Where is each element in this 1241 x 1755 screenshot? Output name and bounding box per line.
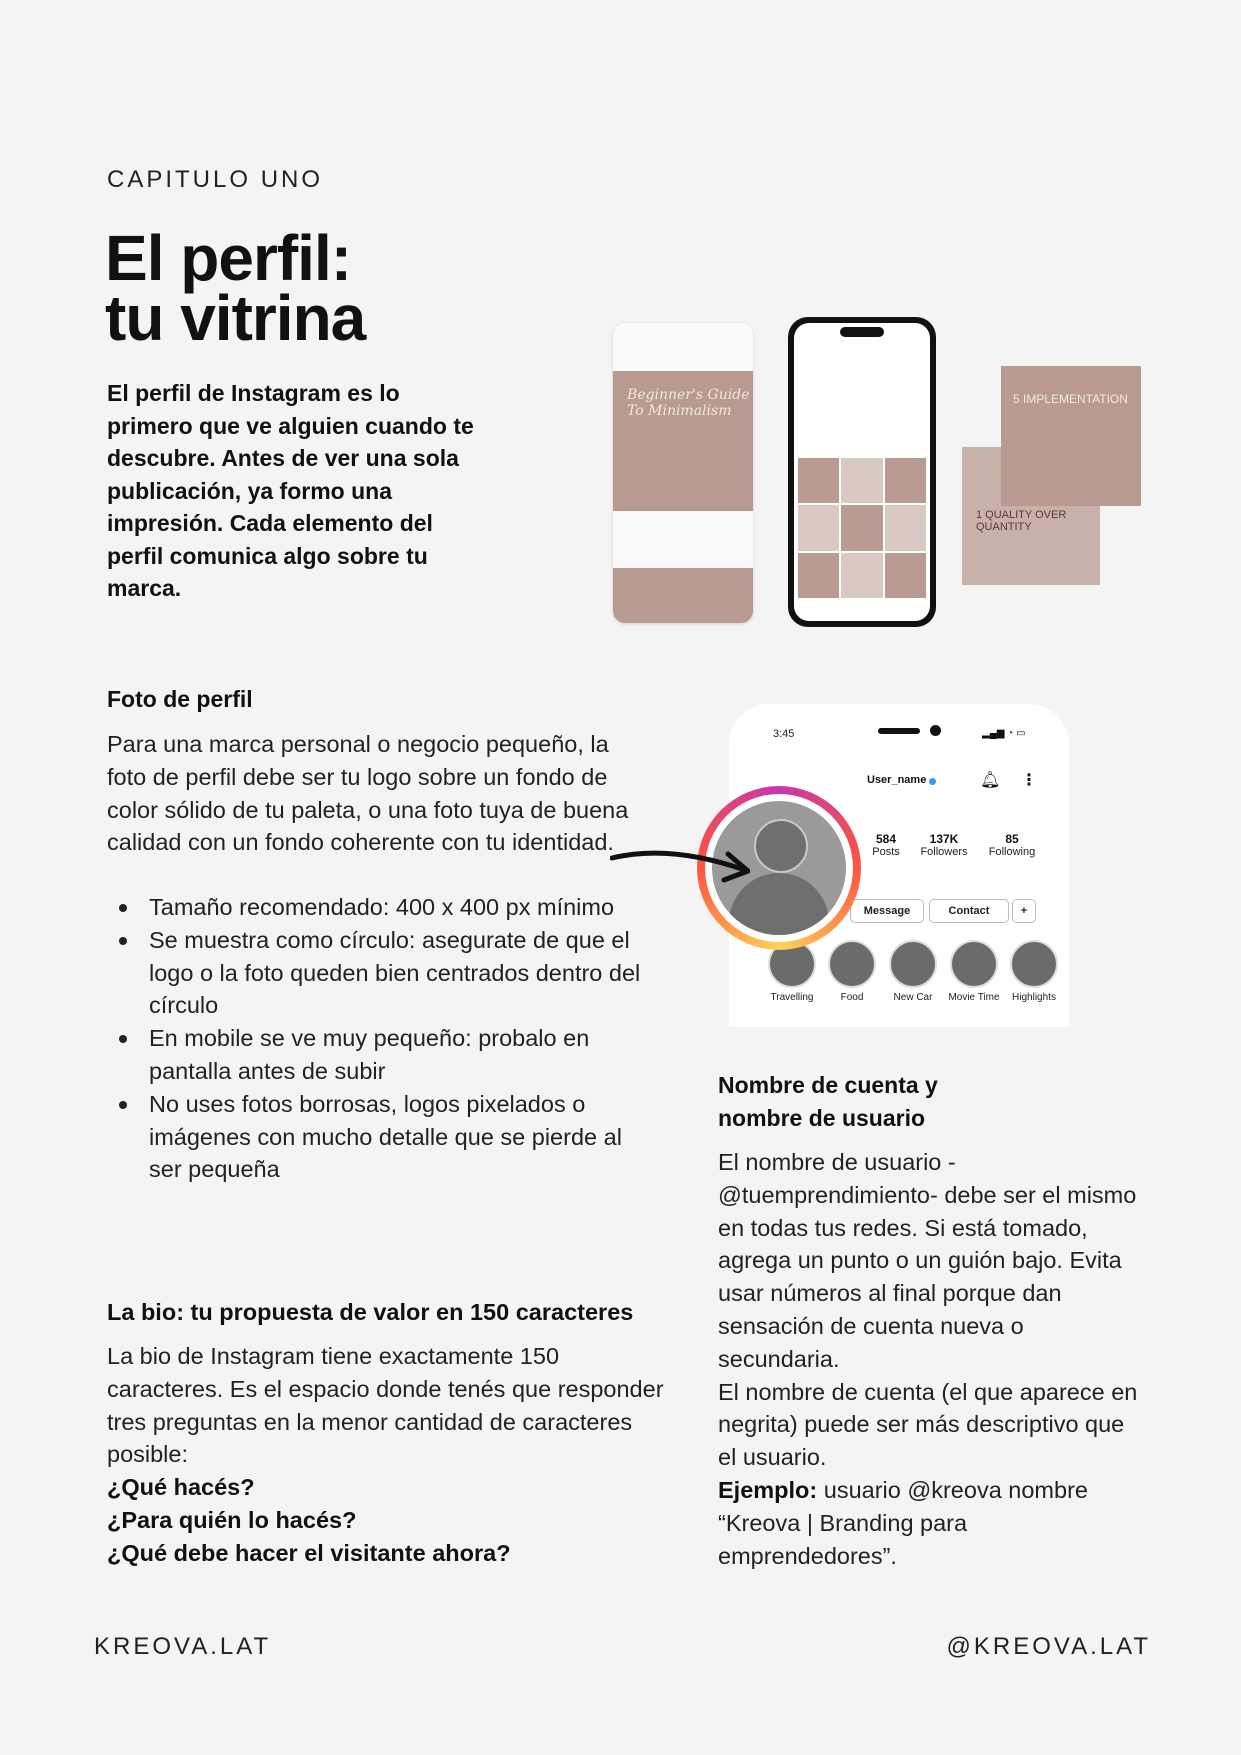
contact-button[interactable]: Contact xyxy=(929,899,1009,923)
stat-value: 85 xyxy=(1005,832,1019,846)
highlight-circle xyxy=(889,940,937,988)
arrow-icon xyxy=(610,840,750,890)
nombre-paragraph-2: El nombre de cuenta (el que aparece en negrita) puede ser más descriptivo que el usuario. xyxy=(718,1378,1138,1471)
nombre-example xyxy=(718,1474,1138,1572)
highlight-item[interactable] xyxy=(1004,940,1064,1003)
grid-tile xyxy=(798,553,839,598)
stat-value: 137K xyxy=(929,832,959,846)
highlight-label: Highlights xyxy=(1012,992,1056,1003)
profile-username: User_name xyxy=(867,774,927,786)
section-title-nombre xyxy=(718,1069,1018,1135)
example-text: usuario @kreova nombre “Kreova | Branding para emprendedores”. xyxy=(718,1476,1088,1569)
title-line: nombre de usuario xyxy=(718,1105,926,1131)
highlight-item[interactable] xyxy=(822,940,882,1003)
chapter-label: CAPITULO UNO xyxy=(107,166,324,193)
section-title-bio: La bio: tu propuesta de valor en 150 caracteres xyxy=(107,1299,634,1325)
highlight-item[interactable] xyxy=(883,940,943,1003)
nombre-body xyxy=(718,1146,1138,1572)
status-time: 3:45 xyxy=(773,728,795,740)
title-line-1: El perfil: xyxy=(105,222,352,294)
bio-paragraph: La bio de Instagram tiene exactamente 150 caracteres. Es el espacio donde tenés que responder tres preguntas en la menor cantidad de caracteres posible: xyxy=(107,1343,664,1468)
section-title-foto: Foto de perfil xyxy=(107,686,253,712)
bio-question-3: ¿Qué debe hacer el visitante ahora? xyxy=(107,1539,511,1566)
grid-tile xyxy=(798,458,839,503)
verified-icon xyxy=(929,778,936,785)
post-image-next xyxy=(613,568,753,623)
signal-wifi-battery-icon: ▂▄▆ ◔ ▭ xyxy=(982,728,1026,739)
card-text: 5 IMPLEMENTATION xyxy=(1013,392,1128,406)
stat-followers xyxy=(909,832,979,858)
highlight-label: New Car xyxy=(893,992,933,1003)
dynamic-island xyxy=(878,728,920,734)
grid-tile xyxy=(885,458,926,503)
grid-tile xyxy=(885,505,926,550)
title-line-2: tu vitrina xyxy=(105,282,366,354)
grid-tile xyxy=(798,505,839,550)
foto-bullets xyxy=(107,891,647,1186)
example-label: Ejemplo: xyxy=(718,1476,818,1503)
bullet-item: Tamaño recomendado: 400 x 400 px mínimo xyxy=(107,891,647,924)
stat-label: Followers xyxy=(920,846,968,858)
intro-text: El perfil de Instagram es lo primero que ve alguien cuando te descubre. Antes de ver una sola publicación, ya formo una impresión. Cada elemento del perfil comunica algo sobre tu marca. xyxy=(107,380,474,601)
grid-tile xyxy=(841,553,882,598)
phone-mockup-post xyxy=(613,323,753,623)
highlight-label: Travelling xyxy=(770,992,814,1003)
bullet-item: En mobile se ve muy pequeño: probalo en pantalla antes de subir xyxy=(107,1022,647,1088)
highlight-circle xyxy=(828,940,876,988)
bullet-item: Se muestra como círculo: asegurate de que el logo o la foto queden bien centrados dentro del círculo xyxy=(107,924,647,1022)
highlight-label: Movie Time xyxy=(948,992,1000,1003)
highlight-circle xyxy=(950,940,998,988)
camera-dot xyxy=(930,725,941,736)
footer-website: KREOVA.LAT xyxy=(94,1633,272,1660)
avatar-head xyxy=(754,819,808,873)
profile-grid xyxy=(798,458,926,598)
add-person-icon[interactable]: + xyxy=(1012,899,1036,923)
title-line: Nombre de cuenta y xyxy=(718,1072,938,1098)
more-options-icon[interactable]: ⋮ xyxy=(1021,772,1037,789)
bio-body xyxy=(107,1340,667,1570)
stat-label: Following xyxy=(988,846,1036,858)
highlight-circle xyxy=(1010,940,1058,988)
message-button[interactable]: Message xyxy=(850,899,924,923)
bio-question-2: ¿Para quién lo hacés? xyxy=(107,1506,357,1533)
nombre-paragraph-1: El nombre de usuario -@tuemprendimiento- debe ser el mismo en todas tus redes. Si está tomado, agrega un punto o un guión bajo. Evita usar números al final porque dan sensación de cuenta nueva o secundaria. xyxy=(718,1149,1137,1372)
phone-mockup-profile xyxy=(788,317,936,627)
grid-tile xyxy=(841,505,882,550)
grid-tile xyxy=(841,458,882,503)
post-image xyxy=(613,371,753,511)
phone-notch xyxy=(840,327,884,337)
stat-label: Posts xyxy=(872,846,900,858)
card-text: 1 QUALITY OVER QUANTITY xyxy=(976,509,1067,533)
stat-value: 584 xyxy=(875,832,897,846)
page-title xyxy=(105,222,366,354)
highlight-item[interactable] xyxy=(944,940,1004,1003)
grid-tile xyxy=(885,553,926,598)
post-card-implementation xyxy=(1001,366,1141,506)
post-image-text: Beginner's Guide To Minimalism xyxy=(627,387,750,419)
phone-screen xyxy=(794,323,930,621)
bullet-item: No uses fotos borrosas, logos pixelados o imágenes con mucho detalle que se pierde al ser pequeña xyxy=(107,1088,647,1186)
bell-icon[interactable]: 🔔︎ xyxy=(980,772,1001,789)
stat-following xyxy=(977,832,1047,858)
bio-question-1: ¿Qué hacés? xyxy=(107,1474,255,1501)
footer-handle: @KREOVA.LAT xyxy=(946,1633,1151,1660)
highlight-label: Food xyxy=(840,992,864,1003)
foto-body: Para una marca personal o negocio pequeño, la foto de perfil debe ser tu logo sobre un fondo de color sólido de tu paleta, o una foto tuya de buena calidad con un fondo coherente con tu identidad. xyxy=(107,731,629,856)
